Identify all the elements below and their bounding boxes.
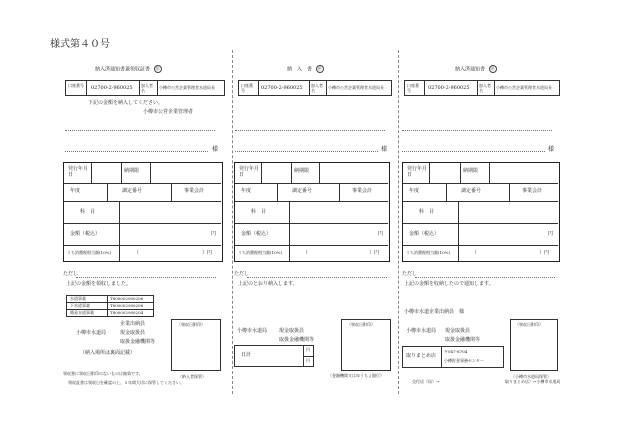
notice-text: 上記の金額を収納したので通知します。 [404, 281, 494, 287]
tax-label: うち消費税相当額(10%) [67, 250, 112, 255]
tax-open-paren: （ [134, 250, 140, 256]
column-separator [398, 50, 399, 394]
tax-open-paren: （ [303, 250, 309, 256]
issuer-text: 小樽市公営企業管理者 [143, 109, 194, 115]
fiscal-year-label: 年度 [70, 188, 81, 194]
stamp-label: （領収日附印） [347, 322, 375, 327]
form-number: 様式第４０号 [50, 39, 110, 50]
receiver-label: 取扱金融機関等 [279, 337, 315, 343]
account-number: 02700-2-960025 [91, 85, 133, 91]
seal-icon: ㊞ [490, 66, 495, 71]
member-name: 小樽市公営企業管理者水道局長 [496, 85, 552, 90]
notice-number-label: 調定番号 [292, 188, 313, 194]
daily-total-box [234, 345, 314, 367]
business-code-table [66, 295, 154, 317]
tadashi-label: ただし [402, 271, 418, 277]
tax-close-paren: ）円 [202, 250, 213, 256]
receiver-label: 現金取扱員 [445, 328, 471, 334]
tax-label: うち消費税相当額(10%) [238, 250, 283, 255]
receiver-label: 取扱金融機関等 [120, 339, 156, 345]
due-label: 納期限 [294, 168, 310, 174]
stamp-label: （領収日附印） [515, 322, 543, 327]
fiscal-year-label: 年度 [409, 188, 420, 194]
account-number: 02700-2-960025 [428, 85, 470, 91]
org-label: 小樽市水道局 [76, 330, 107, 336]
receiver-label: 取扱金融機関等 [445, 337, 481, 343]
collection-office-box [402, 346, 504, 368]
stamp-caption: （小樽市水道局保管） [511, 374, 551, 379]
column-title: 納入済通知書兼領収証書 ㊞ [95, 66, 160, 73]
business-name: 水道事業 [70, 296, 86, 301]
subject-label: 科 目 [251, 209, 267, 215]
postal-code: 〒047-8704 [444, 349, 468, 354]
tadashi-label: ただし [63, 271, 79, 277]
sama-label: 様 [381, 146, 388, 153]
stamp-caption: （納入者保管） [178, 374, 206, 379]
yen-label: 円 [306, 358, 310, 363]
stamp-box [171, 319, 221, 371]
footnote: 領収書に領収日附印のないものは無効です。 [63, 371, 143, 376]
addressee-text: 小樽市水道企業出納員 様 [404, 309, 465, 315]
stamp-caption: （金融機関又はゆうちょ銀行） [328, 373, 384, 378]
member-name: 小樽市公営企業管理者水道局長 [159, 85, 215, 90]
footnote: 領収証書は領収日を確認の上、５年間大切に保管してください。 [68, 380, 184, 385]
business-code: T800002900204 [110, 310, 144, 315]
receiver-label: 現金取扱員 [120, 330, 146, 336]
notice-number-label: 調定番号 [461, 188, 482, 194]
yen-label: 円 [548, 231, 554, 237]
issue-date-label: 発行年月日 [239, 166, 260, 178]
tax-label: うち消費税相当額(10%) [406, 250, 451, 255]
org-label: 小樽市水道局 [237, 328, 268, 334]
due-label: 納期限 [463, 168, 479, 174]
account-number: 02700-2-960025 [261, 85, 303, 91]
business-name: 下水道事業 [70, 303, 90, 308]
fiscal-year-label: 年度 [241, 188, 252, 194]
seal-icon: ㊞ [155, 66, 160, 71]
notice-number-label: 調定番号 [122, 188, 143, 194]
subject-label: 科 目 [80, 209, 96, 215]
receiver-label: 現金取扱員 [279, 328, 305, 334]
due-label: 納期限 [124, 168, 140, 174]
account-code-label: 口座番号 [407, 83, 419, 93]
business-name: 簡易水道事業 [70, 310, 94, 315]
member-label: 加入者名 [479, 83, 491, 93]
yen-label: 円 [378, 231, 384, 237]
paid-text: 上記のとおり納入します。 [238, 281, 298, 287]
daily-total-label: 日計 [241, 352, 252, 358]
org-label: 小樽市水道局 [406, 328, 437, 334]
tadashi-label: ただし [234, 271, 250, 277]
member-name: 小樽市公営企業管理者水道局長 [328, 85, 384, 90]
amount-label: 金額（税込） [70, 231, 101, 237]
issue-date-label: 発行年月日 [68, 166, 89, 178]
sama-label: 様 [548, 146, 555, 153]
seal-icon: ㊞ [317, 66, 322, 71]
account-box [404, 80, 560, 96]
received-text: 上記の金額を領収しました。 [66, 281, 132, 287]
tax-open-paren: （ [472, 250, 478, 256]
business-code: T800002900206 [110, 303, 144, 308]
issue-date-label: 発行年月日 [407, 166, 428, 178]
sama-label: 様 [212, 146, 219, 153]
tax-close-paren: ）円 [539, 250, 550, 256]
business-label: 事業会計 [184, 188, 205, 194]
center-name: 小樽貯金事務センター [444, 358, 484, 363]
business-label: 事業会計 [522, 188, 543, 194]
amount-table [63, 162, 223, 262]
receiver-label: 企業出納員 [120, 321, 146, 327]
business-label: 事業会計 [352, 188, 373, 194]
column-separator [232, 50, 233, 394]
stamp-label: （領収日附印） [177, 322, 205, 327]
column-title: 納 入 書 ㊞ [287, 66, 322, 73]
account-code-label: 口座番号 [241, 83, 253, 93]
flow-text: 交付店（局）→ [412, 379, 440, 384]
member-label: 加入者名 [311, 83, 323, 93]
account-box [238, 80, 392, 96]
yen-label: 円 [211, 231, 217, 237]
account-box [65, 80, 225, 96]
amount-label: 金額（税込） [409, 231, 440, 237]
amount-table [234, 162, 390, 262]
instruction-text: 下記の金額を納入してください。 [88, 100, 164, 106]
collection-office-label: 取りまとめ店 [406, 353, 437, 359]
column-title: 納入済通知書 ㊞ [455, 66, 495, 73]
account-code-label: 口座番号 [68, 83, 84, 88]
stamp-box [510, 319, 558, 371]
subject-label: 科 目 [419, 209, 435, 215]
amount-label: 金額（税込） [241, 231, 272, 237]
amount-table [402, 162, 560, 262]
flow-text: 取りまとめ店）→小樽市水道局 [505, 379, 561, 384]
yen-label: 円 [306, 347, 310, 352]
receiver-note: （納入場所は裏面記載） [80, 350, 136, 356]
tax-close-paren: ）円 [369, 250, 380, 256]
stamp-box [341, 319, 391, 371]
member-label: 加入者名 [141, 83, 153, 93]
business-code: T800002900206 [110, 296, 144, 301]
